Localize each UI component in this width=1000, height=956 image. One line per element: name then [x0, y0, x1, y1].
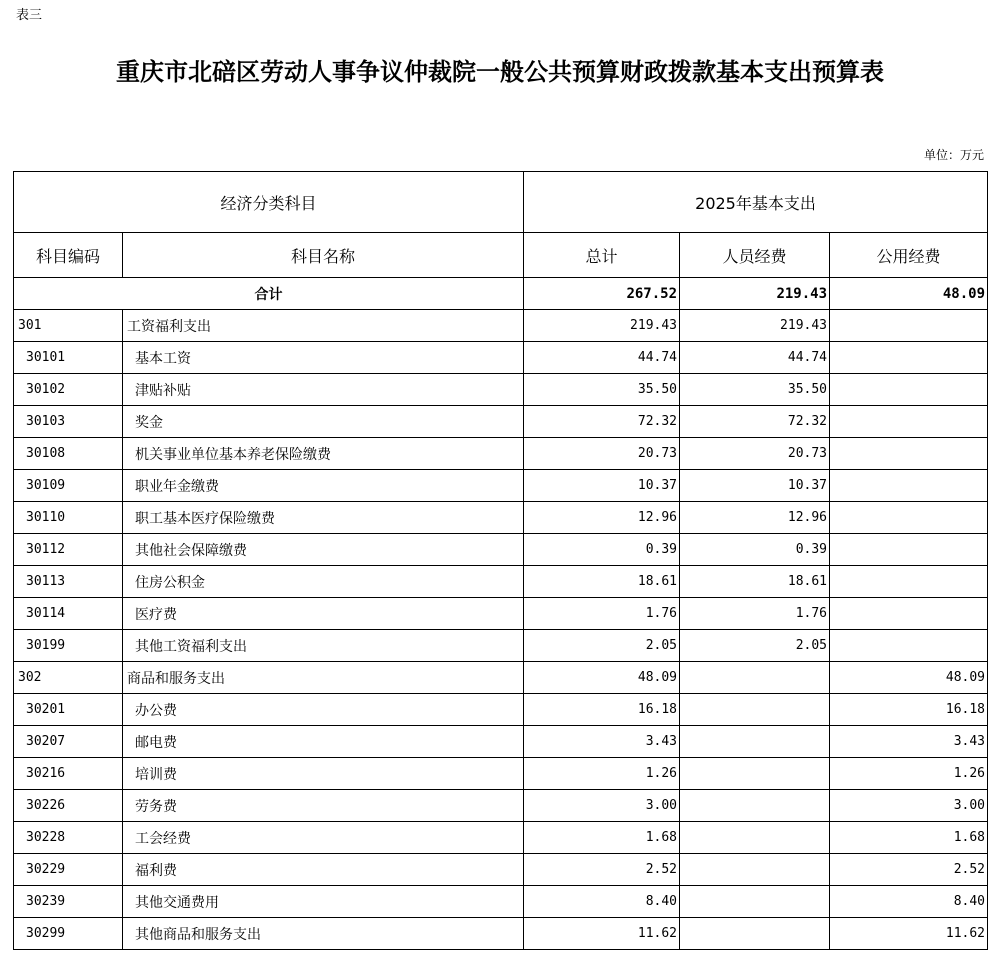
- row-code: 30228: [14, 822, 123, 854]
- row-total: 48.09: [524, 662, 680, 694]
- row-code: 30108: [14, 438, 123, 470]
- table-row: [14, 694, 988, 726]
- table-row: [14, 534, 988, 566]
- row-code: 30199: [14, 630, 123, 662]
- row-public: 2.52: [830, 854, 988, 886]
- row-total: 72.32: [524, 406, 680, 438]
- row-name: 工会经费: [123, 822, 524, 854]
- row-code: 30299: [14, 918, 123, 950]
- row-name: 奖金: [123, 406, 524, 438]
- row-public: [830, 310, 988, 342]
- total-label: 合计: [14, 278, 524, 310]
- row-total: 18.61: [524, 566, 680, 598]
- row-personnel: [680, 726, 830, 758]
- row-name: 商品和服务支出: [123, 662, 524, 694]
- row-code: 30239: [14, 886, 123, 918]
- row-name: 邮电费: [123, 726, 524, 758]
- row-personnel: 44.74: [680, 342, 830, 374]
- row-personnel: 35.50: [680, 374, 830, 406]
- row-public: 3.00: [830, 790, 988, 822]
- total-row: [14, 278, 988, 310]
- table-row: [14, 406, 988, 438]
- header-code: 科目编码: [14, 233, 123, 278]
- row-total: 12.96: [524, 502, 680, 534]
- row-name: 津贴补贴: [123, 374, 524, 406]
- row-code: 301: [14, 310, 123, 342]
- row-total: 0.39: [524, 534, 680, 566]
- row-public: [830, 438, 988, 470]
- row-name: 其他商品和服务支出: [123, 918, 524, 950]
- header-row-columns: [14, 233, 988, 278]
- row-public: [830, 598, 988, 630]
- row-total: 8.40: [524, 886, 680, 918]
- row-total: 219.43: [524, 310, 680, 342]
- header-basic-expenditure-2025: 2025年基本支出: [524, 172, 988, 233]
- row-personnel: [680, 662, 830, 694]
- table-row: [14, 598, 988, 630]
- table-row: [14, 566, 988, 598]
- row-public: [830, 374, 988, 406]
- row-name: 职业年金缴费: [123, 470, 524, 502]
- total-public-value: 48.09: [830, 278, 988, 310]
- row-total: 35.50: [524, 374, 680, 406]
- row-code: 30207: [14, 726, 123, 758]
- table-row: [14, 726, 988, 758]
- table-row: [14, 470, 988, 502]
- row-code: 30229: [14, 854, 123, 886]
- row-total: 3.43: [524, 726, 680, 758]
- row-name: 培训费: [123, 758, 524, 790]
- row-total: 1.68: [524, 822, 680, 854]
- row-personnel: 2.05: [680, 630, 830, 662]
- row-code: 30216: [14, 758, 123, 790]
- budget-table: [13, 171, 988, 950]
- table-row: [14, 662, 988, 694]
- row-personnel: [680, 886, 830, 918]
- row-public: [830, 566, 988, 598]
- row-personnel: [680, 822, 830, 854]
- row-public: [830, 406, 988, 438]
- row-name: 机关事业单位基本养老保险缴费: [123, 438, 524, 470]
- row-code: 30113: [14, 566, 123, 598]
- table-row: [14, 310, 988, 342]
- row-personnel: 20.73: [680, 438, 830, 470]
- row-public: [830, 470, 988, 502]
- row-code: 30114: [14, 598, 123, 630]
- unit-label: 单位：万元: [923, 148, 984, 162]
- row-total: 1.26: [524, 758, 680, 790]
- header-row-group: [14, 172, 988, 233]
- table-row: [14, 758, 988, 790]
- header-personnel: 人员经费: [680, 233, 830, 278]
- row-public: 48.09: [830, 662, 988, 694]
- row-name: 其他工资福利支出: [123, 630, 524, 662]
- row-total: 3.00: [524, 790, 680, 822]
- row-code: 302: [14, 662, 123, 694]
- row-personnel: 10.37: [680, 470, 830, 502]
- header-name: 科目名称: [123, 233, 524, 278]
- row-personnel: 72.32: [680, 406, 830, 438]
- row-public: 16.18: [830, 694, 988, 726]
- table-row: [14, 438, 988, 470]
- row-public: [830, 630, 988, 662]
- table-row: [14, 854, 988, 886]
- row-public: [830, 534, 988, 566]
- row-total: 2.52: [524, 854, 680, 886]
- total-total-value: 267.52: [524, 278, 680, 310]
- row-total: 2.05: [524, 630, 680, 662]
- total-personnel-value: 219.43: [680, 278, 830, 310]
- row-name: 基本工资: [123, 342, 524, 374]
- row-code: 30201: [14, 694, 123, 726]
- table-row: [14, 822, 988, 854]
- row-total: 11.62: [524, 918, 680, 950]
- row-public: 8.40: [830, 886, 988, 918]
- row-public: [830, 502, 988, 534]
- row-name: 职工基本医疗保险缴费: [123, 502, 524, 534]
- row-personnel: [680, 918, 830, 950]
- row-personnel: 219.43: [680, 310, 830, 342]
- row-personnel: [680, 758, 830, 790]
- row-code: 30112: [14, 534, 123, 566]
- row-public: 1.26: [830, 758, 988, 790]
- row-public: 3.43: [830, 726, 988, 758]
- table-row: [14, 342, 988, 374]
- row-personnel: 0.39: [680, 534, 830, 566]
- table-row: [14, 374, 988, 406]
- row-code: 30101: [14, 342, 123, 374]
- row-total: 16.18: [524, 694, 680, 726]
- table-row: [14, 502, 988, 534]
- row-name: 其他社会保障缴费: [123, 534, 524, 566]
- row-name: 劳务费: [123, 790, 524, 822]
- row-personnel: 12.96: [680, 502, 830, 534]
- row-public: 1.68: [830, 822, 988, 854]
- row-personnel: [680, 854, 830, 886]
- row-name: 医疗费: [123, 598, 524, 630]
- row-name: 其他交通费用: [123, 886, 524, 918]
- row-code: 30109: [14, 470, 123, 502]
- table-row: [14, 918, 988, 950]
- row-code: 30102: [14, 374, 123, 406]
- page-title: 重庆市北碚区劳动人事争议仲裁院一般公共预算财政拨款基本支出预算表: [116, 57, 884, 86]
- row-code: 30110: [14, 502, 123, 534]
- table-row: [14, 886, 988, 918]
- table-label: 表三: [16, 8, 43, 23]
- header-total: 总计: [524, 233, 680, 278]
- header-economic-classification: 经济分类科目: [14, 172, 524, 233]
- row-name: 工资福利支出: [123, 310, 524, 342]
- table-row: [14, 630, 988, 662]
- row-total: 44.74: [524, 342, 680, 374]
- row-personnel: 1.76: [680, 598, 830, 630]
- header-public: 公用经费: [830, 233, 988, 278]
- table-row: [14, 790, 988, 822]
- row-name: 办公费: [123, 694, 524, 726]
- row-personnel: [680, 694, 830, 726]
- row-code: 30226: [14, 790, 123, 822]
- row-public: [830, 342, 988, 374]
- row-total: 10.37: [524, 470, 680, 502]
- row-total: 20.73: [524, 438, 680, 470]
- row-personnel: [680, 790, 830, 822]
- row-code: 30103: [14, 406, 123, 438]
- row-personnel: 18.61: [680, 566, 830, 598]
- row-name: 住房公积金: [123, 566, 524, 598]
- row-public: 11.62: [830, 918, 988, 950]
- row-name: 福利费: [123, 854, 524, 886]
- row-total: 1.76: [524, 598, 680, 630]
